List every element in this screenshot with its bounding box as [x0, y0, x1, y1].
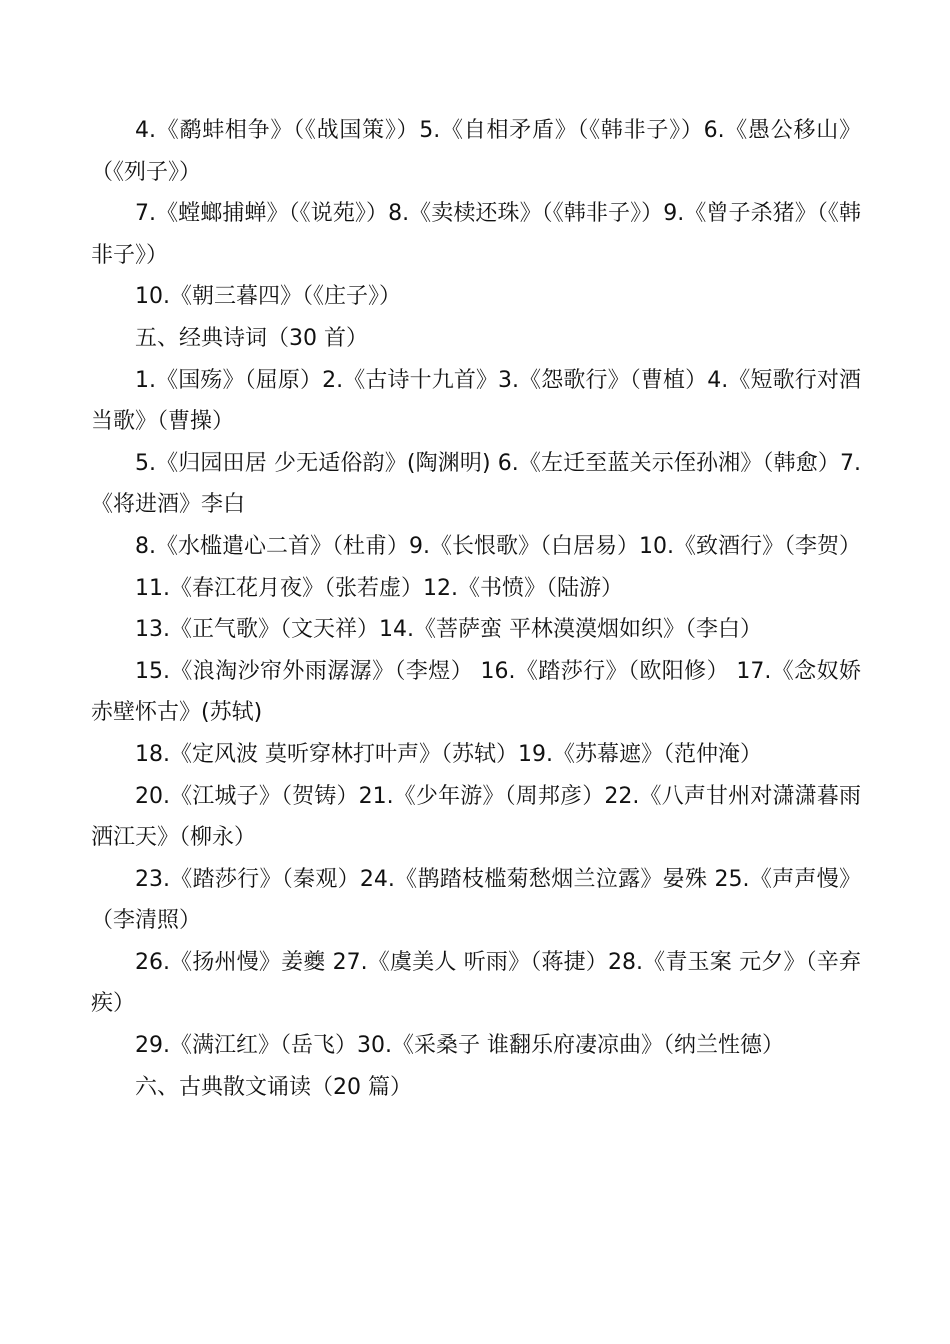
section-heading-classical-prose: 六、古典散文诵读（20 篇）	[135, 1074, 412, 1100]
paragraph-poems-20-22: 20.《江城子》（贺铸）21.《少年游》（周邦彦）22.《八声甘州对潇潇暮雨洒江天》（柳永）	[91, 783, 861, 851]
document-body	[91, 110, 861, 1108]
paragraph-poems-29-30: 29.《满江红》（岳飞）30.《采桑子 谁翻乐府凄凉曲》（纳兰性德）	[135, 1033, 784, 1059]
paragraph-poems-13-14: 13.《正气歌》（文天祥）14.《菩萨蛮 平林漠漠烟如织》（李白）	[135, 617, 762, 643]
paragraph-fables-4-6: 4.《鹬蚌相争》（《战国策》）5.《自相矛盾》（《韩非子》）6.《愚公移山》（《列子》）	[91, 118, 861, 185]
paragraph-poems-8-10: 8.《水槛遣心二首》（杜甫）9.《长恨歌》（白居易）10.《致酒行》（李贺）	[135, 533, 861, 559]
paragraph-poems-23-25: 23.《踏莎行》（秦观）24.《鹊踏枝槛菊愁烟兰泣露》晏殊 25.《声声慢》（李清照）	[91, 866, 861, 934]
paragraph-poems-11-12: 11.《春江花月夜》（张若虚）12.《书愤》（陆游）	[135, 575, 623, 601]
paragraph-poems-15-17: 15.《浪淘沙帘外雨潺潺》（李煜） 16.《踏莎行》（欧阳修） 17.《念奴娇赤壁怀古》(苏轼)	[91, 658, 861, 726]
paragraph-poems-5-7: 5.《归园田居 少无适俗韵》(陶渊明) 6.《左迁至蓝关示侄孙湘》（韩愈）7.《将进酒》李白	[91, 450, 861, 518]
paragraph-poems-18-19: 18.《定风波 莫听穿林打叶声》（苏轼）19.《苏幕遮》（范仲淹）	[135, 741, 762, 767]
paragraph-poems-1-4: 1.《国殇》（屈原）2.《古诗十九首》3.《怨歌行》（曹植）4.《短歌行对酒当歌》（曹操）	[91, 367, 861, 435]
paragraph-fables-10: 10.《朝三暮四》（《庄子》）	[135, 284, 401, 310]
section-heading-classic-poems: 五、经典诗词（30 首）	[135, 325, 368, 351]
paragraph-poems-26-28: 26.《扬州慢》姜夔 27.《虞美人 听雨》（蒋捷）28.《青玉案 元夕》（辛弃疾）	[91, 949, 861, 1017]
paragraph-fables-7-9: 7.《螳螂捕蝉》（《说苑》）8.《卖椟还珠》（《韩非子》）9.《曾子杀猪》（《韩非子》）	[91, 201, 861, 268]
